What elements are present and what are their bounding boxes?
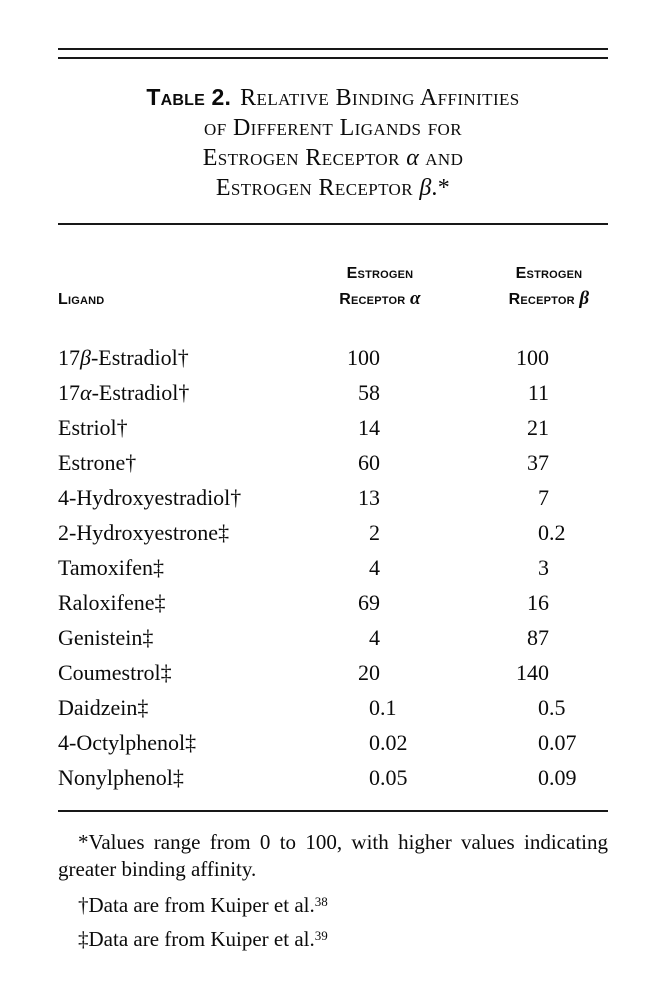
er-beta-value: 0 .2 (538, 520, 566, 545)
table-row (58, 550, 608, 585)
er-alpha-value: 60 (358, 450, 380, 475)
er-alpha-value: 58 (358, 380, 380, 405)
er-alpha-header-line-1: Estrogen (346, 265, 414, 282)
ligand-name: Genistein‡ (58, 625, 154, 650)
ligand-cell (58, 620, 308, 655)
column-spacer (452, 690, 490, 725)
er-alpha-value: 0 .05 (369, 765, 408, 790)
er-beta-header-line-2 (490, 286, 608, 312)
table-row (58, 585, 608, 620)
er-beta-header-line-1: Estrogen (515, 265, 583, 282)
er-beta-value: 7 (538, 485, 549, 510)
er-alpha-value: 100 (347, 345, 380, 370)
column-spacer (452, 620, 490, 655)
title-line-4-text: Estrogen Receptor (215, 175, 420, 201)
er-beta-cell (490, 655, 608, 690)
table-row (58, 375, 608, 410)
er-beta-value: 16 (527, 590, 549, 615)
er-alpha-value: 2 (369, 520, 380, 545)
ligand-cell (58, 550, 308, 585)
bottom-rule (58, 810, 608, 812)
er-alpha-header-line-2 (308, 286, 452, 312)
er-beta-cell (490, 725, 608, 760)
er-beta-value: 100 (516, 345, 549, 370)
ligand-cell (58, 655, 308, 690)
er-beta-cell (490, 445, 608, 480)
er-alpha-value: 0 .1 (369, 695, 397, 720)
ligand-cell (58, 375, 308, 410)
ligand-cell (58, 410, 308, 445)
ligand-name: -Estradiol† (91, 380, 190, 405)
column-spacer (452, 585, 490, 620)
ligand-name: Nonylphenol‡ (58, 765, 184, 790)
title-line-3 (58, 143, 608, 173)
table-row (58, 410, 608, 445)
ligand-pre: 17 (58, 380, 80, 405)
table-title (58, 82, 608, 203)
table-row (58, 690, 608, 725)
top-double-rule (58, 48, 608, 59)
ligand-cell (58, 445, 308, 480)
er-beta-header-receptor: Receptor (508, 291, 580, 308)
er-alpha-value: 13 (358, 485, 380, 510)
er-beta-cell (490, 410, 608, 445)
table-row (58, 445, 608, 480)
ligand-cell (58, 725, 308, 760)
column-spacer (452, 375, 490, 410)
ligand-greek: α (80, 380, 92, 405)
title-line-4-tail: .* (431, 175, 451, 201)
er-alpha-cell (308, 725, 452, 760)
er-alpha-value: 0 .02 (369, 730, 408, 755)
ligand-name: Raloxifene‡ (58, 590, 166, 615)
title-separator-rule (58, 223, 608, 225)
ligand-name: 4-Hydroxyestradiol† (58, 485, 242, 510)
title-line-3-text: Estrogen Receptor (202, 145, 407, 171)
reference-number: 38 (314, 894, 328, 909)
er-beta-cell (490, 760, 608, 795)
er-alpha-cell (308, 375, 452, 410)
er-beta-value: 37 (527, 450, 549, 475)
title-line-1-text: Relative Binding Affinities (240, 85, 520, 111)
ligand-name: Estrone† (58, 450, 137, 475)
er-alpha-cell (308, 620, 452, 655)
er-alpha-header-receptor: Receptor (339, 291, 411, 308)
ligand-name: 2-Hydroxyestrone‡ (58, 520, 230, 545)
column-spacer (452, 725, 490, 760)
er-alpha-value: 4 (369, 625, 380, 650)
er-beta-cell (490, 585, 608, 620)
er-alpha-cell (308, 480, 452, 515)
er-alpha-cell (308, 655, 452, 690)
er-beta-value: 11 (527, 380, 549, 405)
er-beta-value: 0 .09 (538, 765, 577, 790)
er-beta-cell (490, 690, 608, 725)
column-spacer (452, 410, 490, 445)
table-number-label: Table 2. (146, 84, 232, 110)
title-line-2: of Different Ligands for (204, 115, 462, 141)
footnote-double-dagger (58, 926, 608, 953)
er-beta-cell (490, 340, 608, 375)
er-alpha-value: 14 (358, 415, 380, 440)
table-row (58, 620, 608, 655)
er-beta-value: 0 .5 (538, 695, 566, 720)
table-body (58, 340, 608, 795)
ligand-cell (58, 480, 308, 515)
er-alpha-cell (308, 445, 452, 480)
title-line-3-tail: and (418, 145, 464, 171)
column-spacer (452, 550, 490, 585)
er-alpha-cell (308, 340, 452, 375)
er-beta-value: 140 (516, 660, 549, 685)
er-beta-cell (490, 375, 608, 410)
er-beta-value: 3 (538, 555, 549, 580)
ligand-name: Daidzein‡ (58, 695, 149, 720)
er-beta-cell (490, 480, 608, 515)
column-spacer (452, 445, 490, 480)
footnote-double-dagger-text: ‡Data are from Kuiper et al. (78, 927, 315, 951)
er-beta-cell (490, 620, 608, 655)
table-header-row (58, 261, 608, 312)
table-row (58, 340, 608, 375)
table-row (58, 725, 608, 760)
footnote-dagger-text: †Data are from Kuiper et al. (78, 893, 315, 917)
column-spacer (452, 760, 490, 795)
er-alpha-value: 69 (358, 590, 380, 615)
title-line-1 (58, 82, 608, 113)
alpha-symbol: α (406, 145, 419, 171)
table-row (58, 655, 608, 690)
table-content-area (58, 0, 608, 953)
er-alpha-cell (308, 585, 452, 620)
footnote-asterisk: *Values range from 0 to 100, with higher values indicating greater binding affinity. (58, 830, 608, 881)
column-header-er-alpha (308, 261, 452, 312)
ligand-name: Coumestrol‡ (58, 660, 172, 685)
beta-symbol: β (579, 288, 590, 309)
beta-symbol: β (419, 175, 432, 201)
column-spacer (452, 340, 490, 375)
ligand-cell (58, 515, 308, 550)
ligand-cell (58, 760, 308, 795)
er-alpha-cell (308, 410, 452, 445)
ligand-cell (58, 585, 308, 620)
er-beta-cell (490, 515, 608, 550)
er-beta-value: 21 (527, 415, 549, 440)
column-spacer (452, 480, 490, 515)
ligand-name: Tamoxifen‡ (58, 555, 164, 580)
reference-number: 39 (314, 928, 328, 943)
column-spacer (452, 655, 490, 690)
table-row (58, 480, 608, 515)
er-alpha-cell (308, 550, 452, 585)
ligand-name: Estriol† (58, 415, 128, 440)
ligand-name: 4-Octylphenol‡ (58, 730, 197, 755)
er-alpha-cell (308, 760, 452, 795)
er-alpha-value: 20 (358, 660, 380, 685)
table-row (58, 515, 608, 550)
ligand-name: -Estradiol† (90, 345, 189, 370)
ligand-cell (58, 340, 308, 375)
er-beta-cell (490, 550, 608, 585)
ligand-pre: 17 (58, 345, 80, 370)
column-spacer (452, 515, 490, 550)
footnote-dagger (58, 892, 608, 919)
er-alpha-cell (308, 690, 452, 725)
er-alpha-cell (308, 515, 452, 550)
column-header-er-beta (490, 261, 608, 312)
er-beta-value: 87 (527, 625, 549, 650)
column-header-ligand: Ligand (58, 291, 105, 308)
ligand-greek: β (80, 345, 91, 370)
er-beta-value: 0 .07 (538, 730, 577, 755)
er-alpha-value: 4 (369, 555, 380, 580)
title-line-4 (58, 173, 608, 203)
ligand-cell (58, 690, 308, 725)
table-row (58, 760, 608, 795)
alpha-symbol: α (410, 288, 421, 309)
